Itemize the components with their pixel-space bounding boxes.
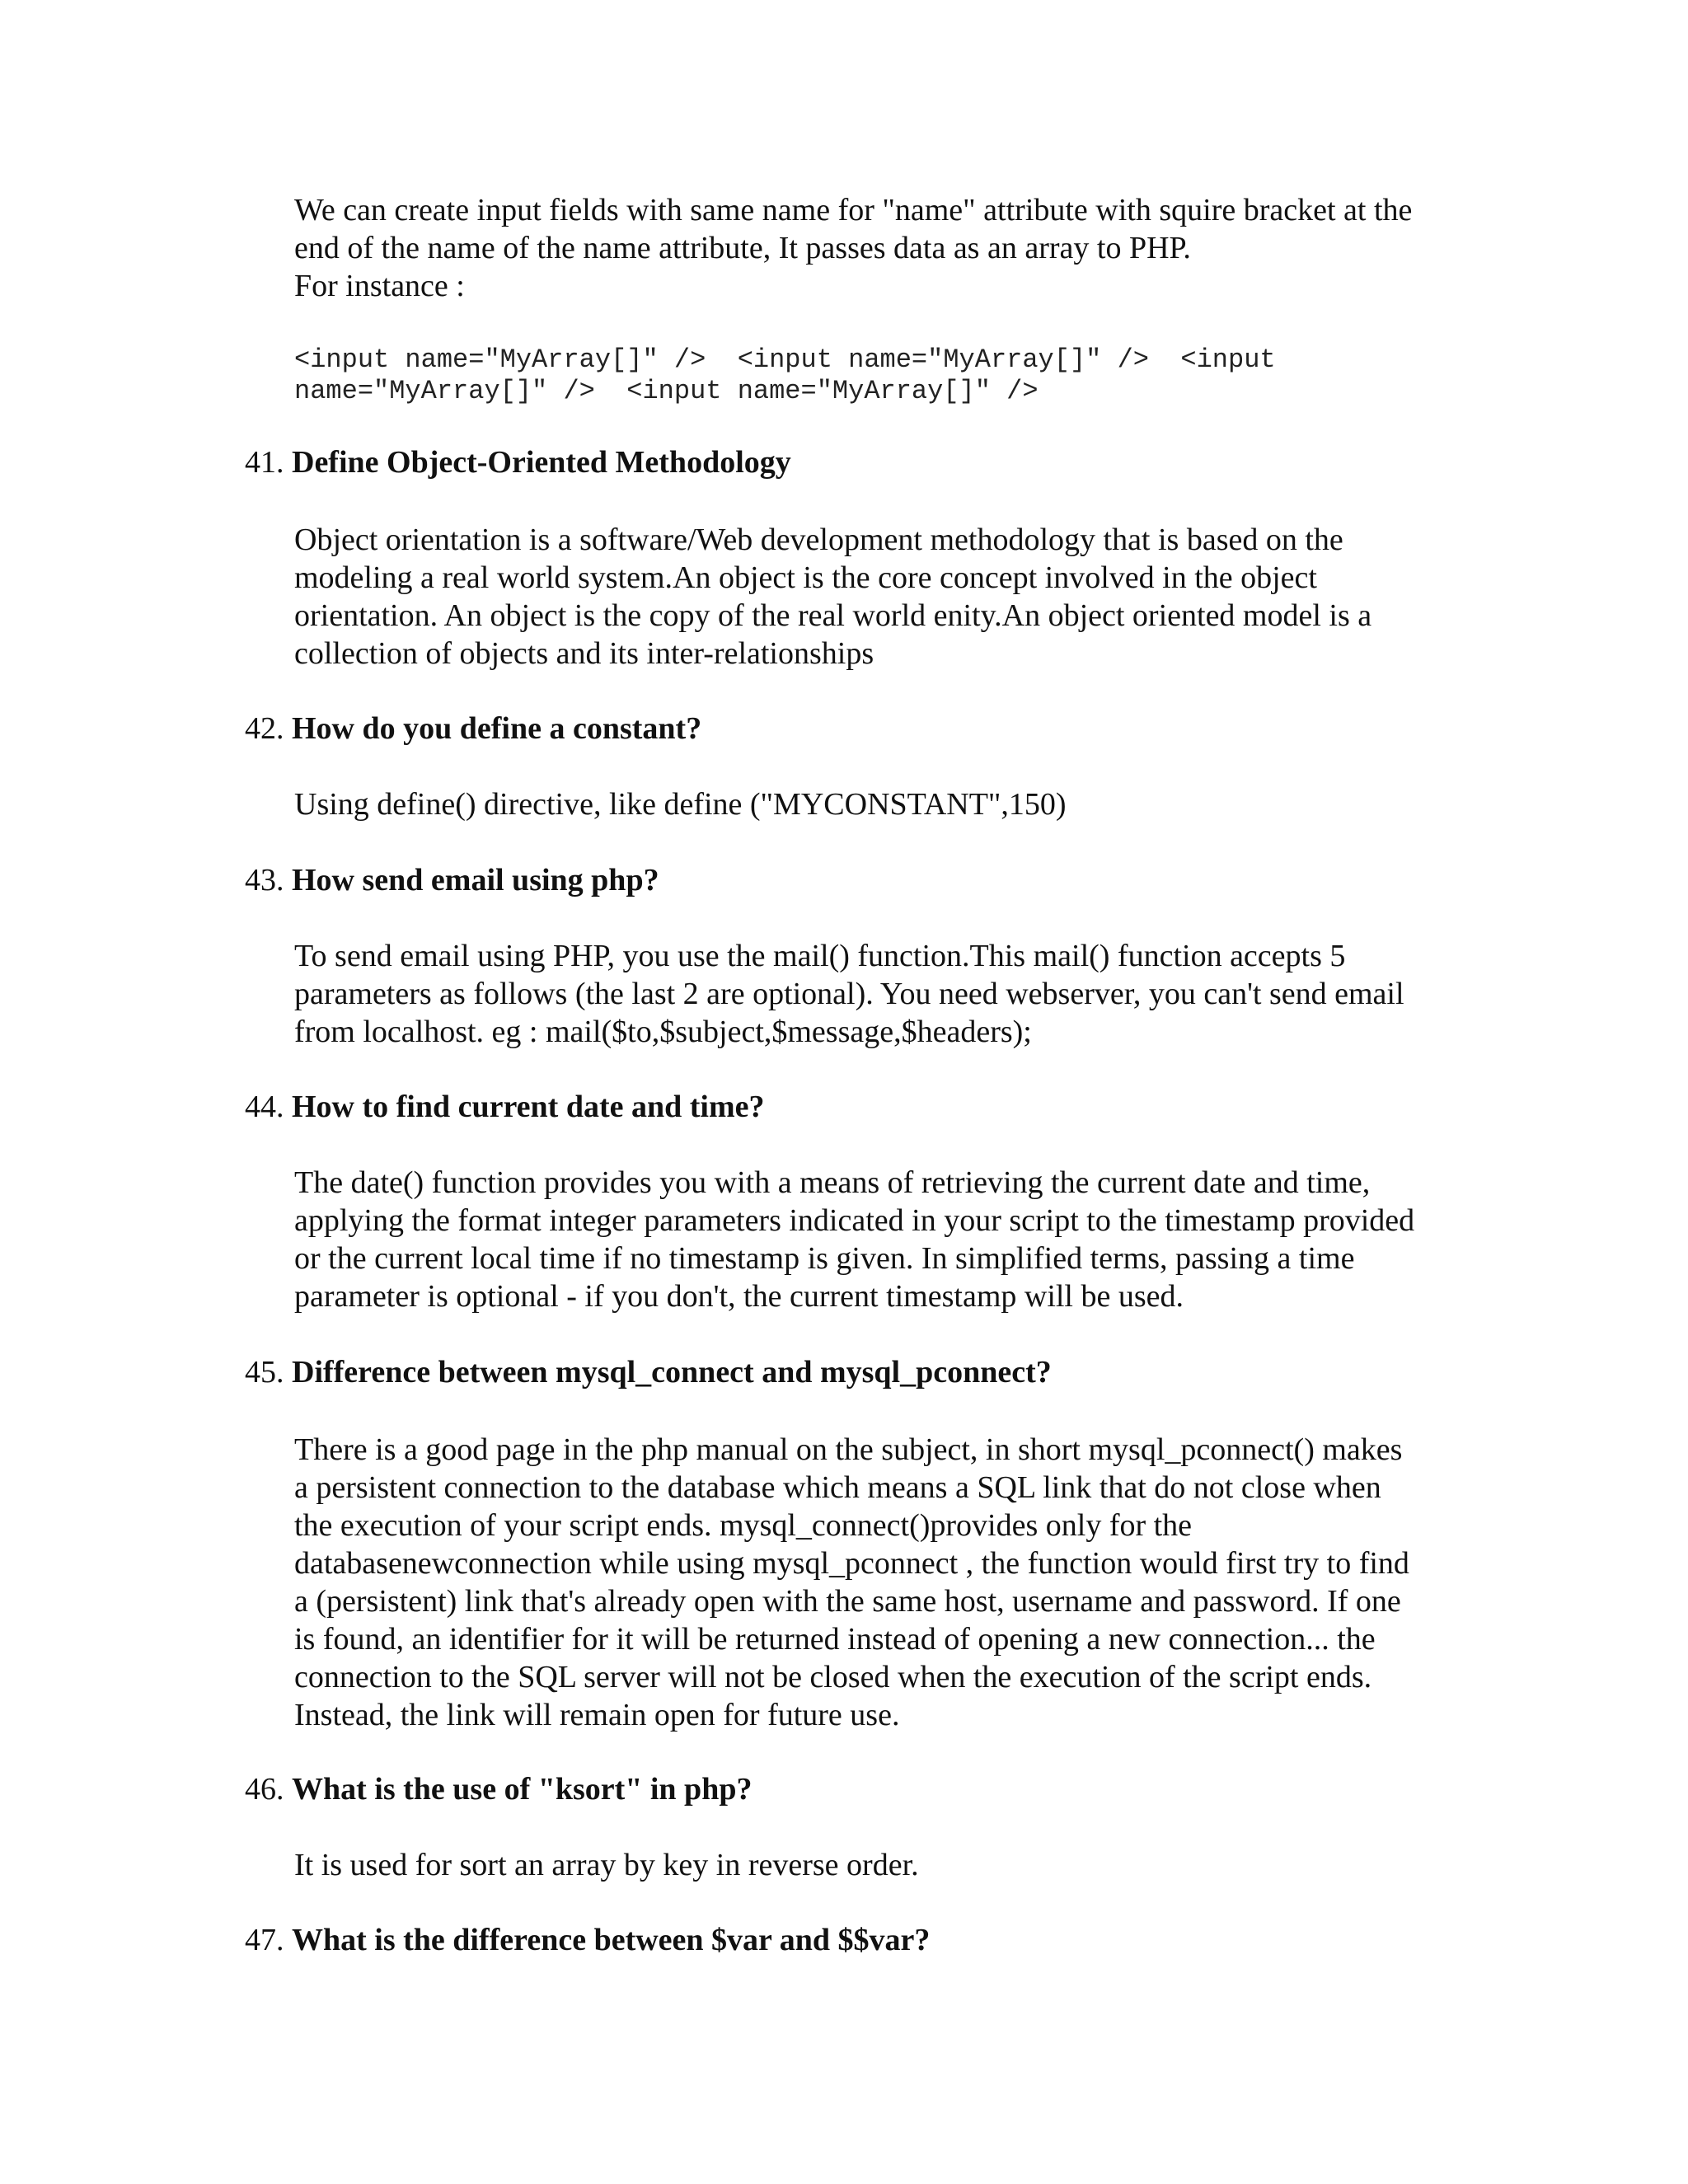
code-example bbox=[294, 344, 1481, 407]
answer-text bbox=[294, 1846, 1481, 1884]
answer-line: modeling a real world system.An object is the core concept involved in the object bbox=[294, 560, 1317, 595]
answer-line: To send email using PHP, you use the mail() function.This mail() function accepts 5 bbox=[294, 939, 1346, 973]
answer-line: applying the format integer parameters indicated in your script to the timestamp provided bbox=[294, 1203, 1415, 1238]
question-heading bbox=[245, 1921, 930, 1959]
answer-text bbox=[294, 937, 1481, 1051]
question-text: What is the use of "ksort" in php? bbox=[292, 1772, 753, 1807]
question-heading bbox=[245, 1770, 752, 1808]
intro-line: end of the name of the name attribute, It passes data as an array to PHP. bbox=[294, 231, 1191, 265]
answer-line: There is a good page in the php manual on the subject, in short mysql_pconnect() makes bbox=[294, 1432, 1403, 1467]
question-text: Difference between mysql_connect and mysql_pconnect? bbox=[292, 1355, 1052, 1390]
answer-text bbox=[294, 521, 1481, 673]
question-text: How send email using php? bbox=[292, 863, 659, 898]
answer-line: the execution of your script ends. mysql_connect()provides only for the bbox=[294, 1508, 1193, 1543]
question-text: What is the difference between $var and $$var? bbox=[292, 1923, 931, 1957]
question-number: 42. bbox=[245, 711, 284, 746]
answer-line: orientation. An object is the copy of the real world enity.An object oriented model is a bbox=[294, 598, 1372, 633]
question-heading bbox=[245, 710, 701, 748]
question-heading bbox=[245, 1353, 1052, 1391]
question-number: 45. bbox=[245, 1355, 284, 1390]
intro-line: We can create input fields with same name for "name" attribute with squire bracket at the bbox=[294, 193, 1413, 227]
question-number: 41. bbox=[245, 445, 284, 480]
answer-line: or the current local time if no timestamp is given. In simplified terms, passing a time bbox=[294, 1241, 1355, 1276]
intro-paragraph bbox=[294, 191, 1481, 305]
answer-line: Object orientation is a software/Web development methodology that is based on the bbox=[294, 523, 1343, 557]
question-text: Define Object-Oriented Methodology bbox=[292, 445, 791, 480]
code-line: name="MyArray[]" /> <input name="MyArray[]" /> bbox=[294, 376, 1039, 406]
answer-line: Using define() directive, like define ("MYCONSTANT",150) bbox=[294, 787, 1067, 822]
answer-text bbox=[294, 1164, 1481, 1315]
question-number: 47. bbox=[245, 1923, 284, 1957]
code-line: <input name="MyArray[]" /> <input name="MyArray[]" /> <input bbox=[294, 344, 1276, 375]
answer-text bbox=[294, 785, 1481, 823]
answer-line: databasenewconnection while using mysql_pconnect , the function would first try to find bbox=[294, 1546, 1409, 1581]
answer-line: connection to the SQL server will not be closed when the execution of the script ends. bbox=[294, 1660, 1372, 1694]
question-number: 46. bbox=[245, 1772, 284, 1807]
question-number: 43. bbox=[245, 863, 284, 898]
answer-line: is found, an identifier for it will be returned instead of opening a new connection... the bbox=[294, 1622, 1376, 1657]
question-heading bbox=[245, 861, 659, 899]
answer-line: Instead, the link will remain open for future use. bbox=[294, 1698, 900, 1732]
answer-line: The date() function provides you with a means of retrieving the current date and time, bbox=[294, 1165, 1371, 1200]
answer-line: parameter is optional - if you don't, the current timestamp will be used. bbox=[294, 1279, 1184, 1314]
question-heading bbox=[245, 1088, 765, 1126]
answer-line: collection of objects and its inter-relationships bbox=[294, 636, 874, 671]
answer-line: a persistent connection to the database which means a SQL link that do not close when bbox=[294, 1470, 1381, 1505]
answer-line: a (persistent) link that's already open with the same host, username and password. If one bbox=[294, 1584, 1401, 1619]
question-text: How do you define a constant? bbox=[292, 711, 702, 746]
answer-line: It is used for sort an array by key in reverse order. bbox=[294, 1848, 919, 1882]
answer-line: parameters as follows (the last 2 are optional). You need webserver, you can't send email bbox=[294, 977, 1404, 1011]
question-heading bbox=[245, 443, 791, 481]
question-text: How to find current date and time? bbox=[292, 1090, 765, 1124]
intro-line: For instance : bbox=[294, 269, 465, 303]
answer-text bbox=[294, 1431, 1481, 1734]
answer-line: from localhost. eg : mail($to,$subject,$message,$headers); bbox=[294, 1015, 1032, 1049]
question-number: 44. bbox=[245, 1090, 284, 1124]
